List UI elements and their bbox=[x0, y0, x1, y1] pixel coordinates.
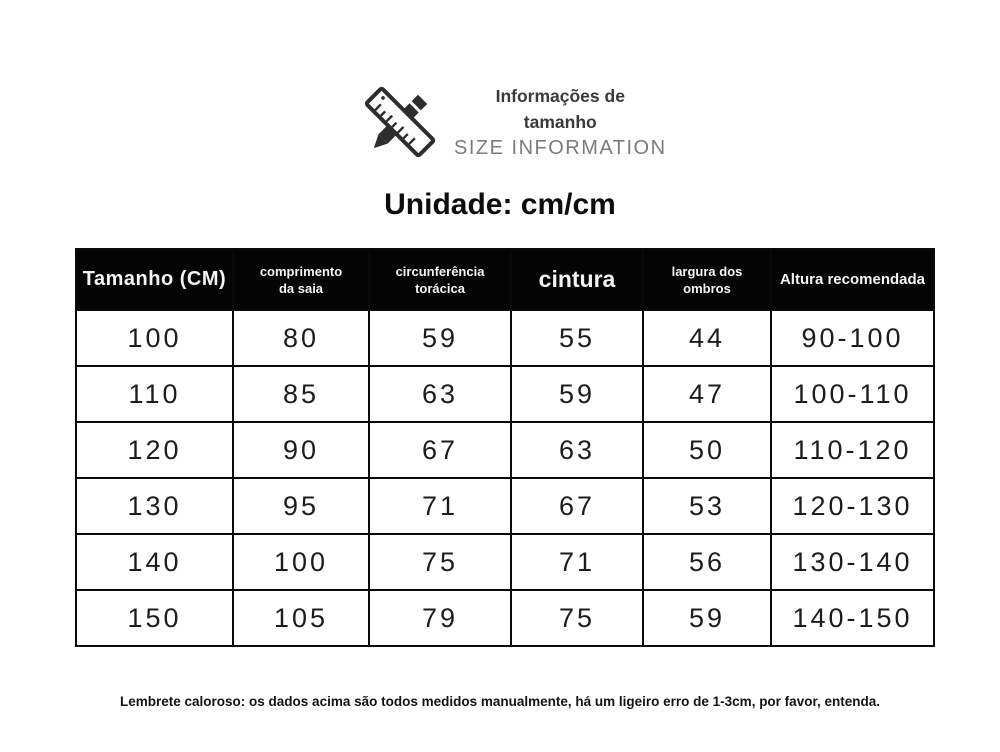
table-cell: 105 bbox=[233, 590, 369, 646]
table-cell: 140-150 bbox=[771, 590, 934, 646]
table-row bbox=[76, 422, 934, 478]
table-cell: 100-110 bbox=[771, 366, 934, 422]
column-header-line: circunferência bbox=[395, 263, 485, 279]
column-header-line: ombros bbox=[683, 280, 731, 296]
table-cell: 47 bbox=[643, 366, 771, 422]
column-header-circunferencia-toracica bbox=[369, 249, 511, 310]
table-cell: 59 bbox=[511, 366, 643, 422]
footer-note: Lembrete caloroso: os dados acima são todos medidos manualmente, há um ligeiro erro de 1-3cm, por favor, entenda. bbox=[120, 694, 880, 709]
table-header-row bbox=[76, 249, 934, 310]
table-cell: 50 bbox=[643, 422, 771, 478]
column-header-line: da saia bbox=[278, 280, 324, 296]
table-row bbox=[76, 590, 934, 646]
table-row bbox=[76, 310, 934, 366]
table-cell: 150 bbox=[76, 590, 233, 646]
column-header-line: torácica bbox=[415, 280, 465, 296]
size-table-body bbox=[76, 310, 934, 646]
table-cell: 59 bbox=[643, 590, 771, 646]
brand-title-line1: Informações de bbox=[495, 86, 625, 106]
table-cell: 71 bbox=[369, 478, 511, 534]
column-header-line: largura dos bbox=[671, 263, 743, 279]
table-cell: 75 bbox=[511, 590, 643, 646]
table-row bbox=[76, 366, 934, 422]
brand-header bbox=[360, 82, 667, 162]
table-cell: 63 bbox=[511, 422, 643, 478]
table-cell: 130 bbox=[76, 478, 233, 534]
brand-text bbox=[454, 83, 667, 161]
table-cell: 55 bbox=[511, 310, 643, 366]
table-cell: 71 bbox=[511, 534, 643, 590]
brand-subtitle: SIZE INFORMATION bbox=[454, 137, 667, 159]
table-cell: 67 bbox=[511, 478, 643, 534]
table-cell: 63 bbox=[369, 366, 511, 422]
table-cell: 120-130 bbox=[771, 478, 934, 534]
table-cell: 130-140 bbox=[771, 534, 934, 590]
column-header-line: comprimento bbox=[259, 263, 343, 279]
table-cell: 85 bbox=[233, 366, 369, 422]
table-cell: 90-100 bbox=[771, 310, 934, 366]
table-cell: 100 bbox=[233, 534, 369, 590]
table-cell: 75 bbox=[369, 534, 511, 590]
ruler-pencil-icon bbox=[360, 82, 440, 162]
column-header-tamanho: Tamanho (CM) bbox=[76, 249, 233, 310]
size-table bbox=[75, 248, 935, 647]
table-cell: 95 bbox=[233, 478, 369, 534]
column-header-largura-ombros bbox=[643, 249, 771, 310]
table-cell: 56 bbox=[643, 534, 771, 590]
table-cell: 110 bbox=[76, 366, 233, 422]
table-row bbox=[76, 534, 934, 590]
column-header-altura-recomendada: Altura recomendada bbox=[771, 249, 934, 310]
table-cell: 120 bbox=[76, 422, 233, 478]
table-cell: 79 bbox=[369, 590, 511, 646]
table-cell: 44 bbox=[643, 310, 771, 366]
table-cell: 80 bbox=[233, 310, 369, 366]
table-cell: 140 bbox=[76, 534, 233, 590]
table-cell: 90 bbox=[233, 422, 369, 478]
column-header-cintura: cintura bbox=[511, 249, 643, 310]
table-cell: 110-120 bbox=[771, 422, 934, 478]
table-cell: 53 bbox=[643, 478, 771, 534]
table-cell: 100 bbox=[76, 310, 233, 366]
table-cell: 59 bbox=[369, 310, 511, 366]
table-cell: 67 bbox=[369, 422, 511, 478]
table-row bbox=[76, 478, 934, 534]
unit-heading: Unidade: cm/cm bbox=[384, 188, 616, 221]
brand-title-line2: tamanho bbox=[523, 112, 597, 132]
column-header-comprimento-saia bbox=[233, 249, 369, 310]
